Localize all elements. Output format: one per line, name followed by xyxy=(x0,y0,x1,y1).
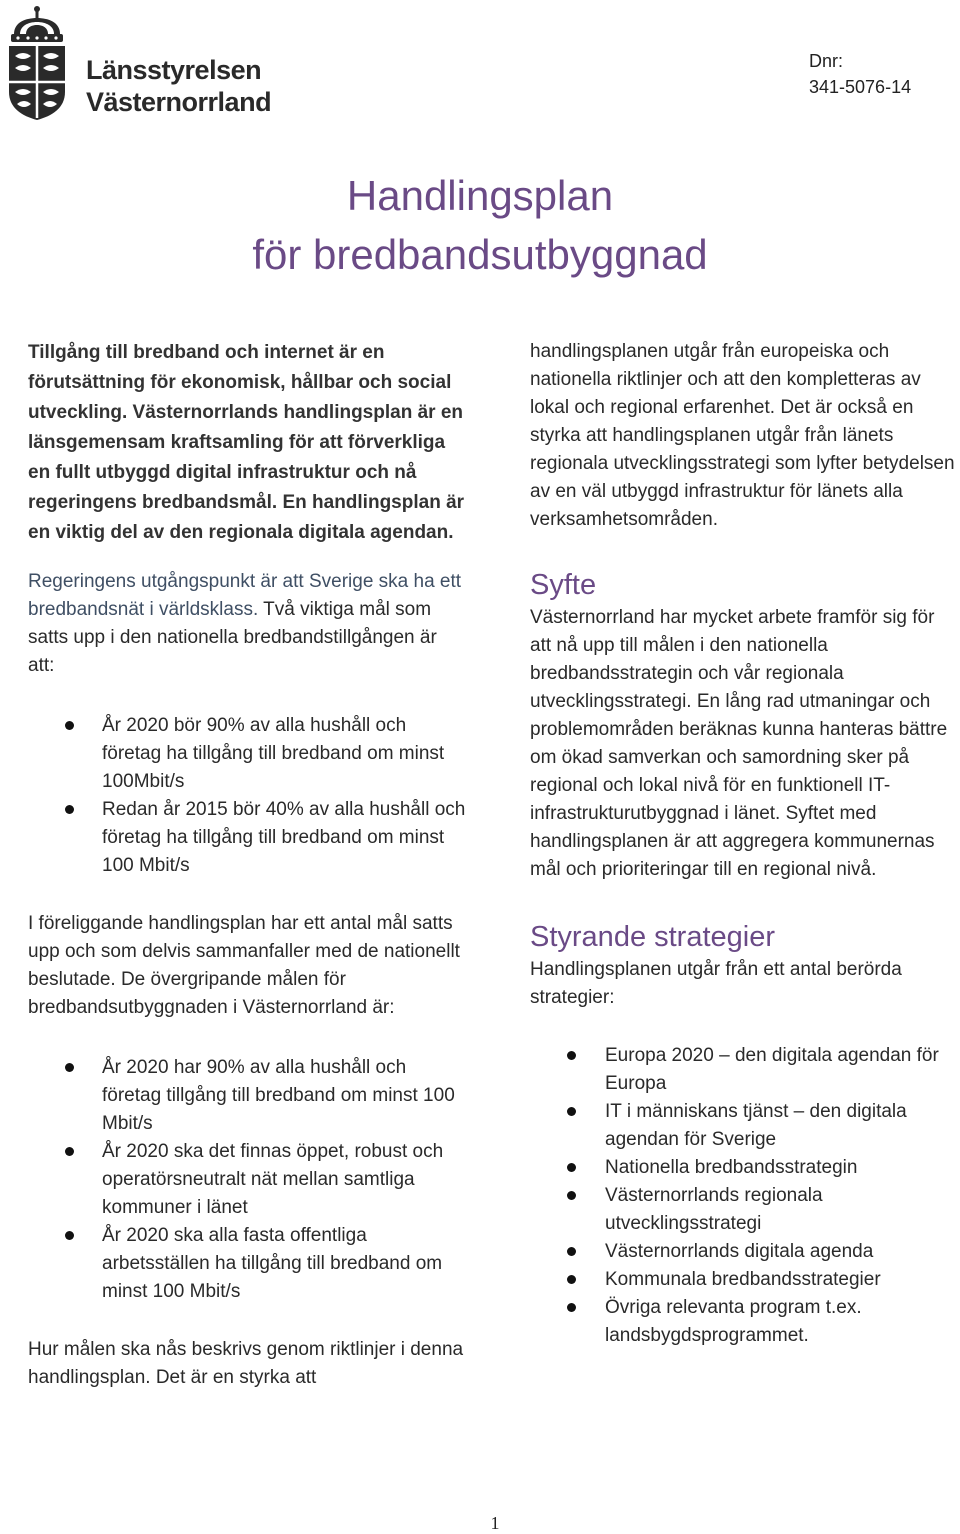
national-goals-list xyxy=(28,712,468,880)
section-heading-strategier: Styrande strategier xyxy=(530,921,776,953)
document-number xyxy=(809,48,911,100)
continuation-paragraph: handlingsplanen utgår från europeiska och nationella riktlinjer och att den kompletteras av lokal och regional erfarenhet. Det är också en styrka att handlingsplanen utgår från länets regionala utvecklingsstrategi som lyfter betydelsen av en väl utbyggd infrastruktur för länets alla verksamhetsområden. xyxy=(530,341,955,530)
lansstyrelsen-logo xyxy=(6,4,272,122)
list-item xyxy=(530,1098,960,1154)
bullet-icon xyxy=(65,1231,74,1240)
list-item-text: År 2020 ska alla fasta offentliga arbetsställen ha tillgång till bredband om minst 100 Mbit/s xyxy=(102,1225,443,1302)
list-item xyxy=(28,1222,468,1306)
org-name-line1: Länsstyrelsen xyxy=(86,55,262,85)
goals-intro-rest: Två viktiga mål som satts upp i den nationella bredbandstillgången är att: xyxy=(28,599,437,676)
bullet-icon xyxy=(567,1247,576,1256)
list-item xyxy=(530,1238,960,1266)
regional-goals-list xyxy=(28,1054,468,1306)
right-column xyxy=(530,338,960,1350)
page-number: 1 xyxy=(490,1513,500,1533)
list-item-text: Övriga relevanta program t.ex. landsbygdsprogrammet. xyxy=(605,1297,862,1346)
list-item-text: Europa 2020 – den digitala agendan för Europa xyxy=(605,1045,939,1094)
strategier-intro: Handlingsplanen utgår från ett antal berörda strategier: xyxy=(530,959,902,1008)
list-item xyxy=(530,1182,960,1238)
list-item xyxy=(28,712,468,796)
regional-goals-intro: I föreliggande handlingsplan har ett antal mål satts upp och som delvis sammanfaller med de nationellt beslutade. De övergripande målen för bredbandsutbyggnaden i Västernorrland är: xyxy=(28,913,460,1018)
bullet-icon xyxy=(567,1275,576,1284)
bullet-icon xyxy=(567,1191,576,1200)
list-item xyxy=(530,1266,960,1294)
section-heading-syfte: Syfte xyxy=(530,569,597,601)
crown-crest-icon xyxy=(6,4,68,122)
list-item-text: IT i människans tjänst – den digitala agendan för Sverige xyxy=(605,1101,907,1150)
bullet-icon xyxy=(65,1063,74,1072)
list-item xyxy=(28,1138,468,1222)
title-line1: Handlingsplan xyxy=(346,172,614,219)
title-line2: för bredbandsutbyggnad xyxy=(252,231,708,278)
list-item-text: Västernorrlands regionala utvecklingsstrategi xyxy=(605,1185,823,1234)
bullet-icon xyxy=(65,1147,74,1156)
strategies-list xyxy=(530,1042,960,1350)
dnr-value: 341-5076-14 xyxy=(809,77,912,97)
bullet-icon xyxy=(65,721,74,730)
bullet-icon xyxy=(567,1051,576,1060)
list-item xyxy=(530,1042,960,1098)
list-item xyxy=(28,1054,468,1138)
page-title xyxy=(0,166,960,284)
dnr-label: Dnr: xyxy=(809,51,844,71)
list-item-text: Västernorrlands digitala agenda xyxy=(605,1241,874,1262)
syfte-paragraph: Västernorrland har mycket arbete framför sig för att nå upp till målen i den nationella bredbandsstrategin och vår regionala utvecklingsstrategi. En lång rad utmaningar och problemområden beräknas kunna hanteras bättre om ökad samverkan och samordning sker på regional och lokal nivå för en funktionell IT-infrastrukturutbyggnad i länet. Syftet med handlingsplanen är att aggregera kommunernas mål och prioriteringar till en regional nivå. xyxy=(530,607,948,880)
list-item xyxy=(530,1294,960,1350)
bullet-icon xyxy=(567,1107,576,1116)
closing-paragraph: Hur målen ska nås beskrivs genom riktlinjer i denna handlingsplan. Det är en styrka att xyxy=(28,1339,464,1388)
list-item-text: År 2020 bör 90% av alla hushåll och företag ha tillgång till bredband om minst 100Mbit/s xyxy=(102,715,445,792)
government-goal-text: Regeringens utgångspunkt är att Sverige ska ha ett bredbandsnät i världsklass. xyxy=(28,571,462,620)
left-column xyxy=(28,338,468,1392)
list-item-text: År 2020 har 90% av alla hushåll och företag tillgång till bredband om minst 100 Mbit/s xyxy=(102,1057,455,1134)
list-item xyxy=(530,1154,960,1182)
bullet-icon xyxy=(567,1303,576,1312)
bullet-icon xyxy=(567,1163,576,1172)
bullet-icon xyxy=(65,805,74,814)
org-name-line2: Västernorrland xyxy=(86,87,272,117)
list-item-text: Nationella bredbandsstrategin xyxy=(605,1157,858,1178)
goals-intro-paragraph xyxy=(28,568,468,680)
list-item-text: År 2020 ska det finnas öppet, robust och operatörsneutralt nät mellan samtliga kommuner i länet xyxy=(102,1141,444,1218)
list-item xyxy=(28,796,468,880)
intro-paragraph: Tillgång till bredband och internet är en förutsättning för ekonomisk, hållbar och social utveckling. Västernorrlands handlingsplan är en länsgemensam kraftsamling för att förverkliga en fullt utbyggd digital infrastruktur och nå regeringens bredbandsmål. En handlingsplan är en viktig del av den regionala digitala agendan. xyxy=(28,342,465,543)
list-item-text: Kommunala bredbandsstrategier xyxy=(605,1269,881,1290)
org-name xyxy=(86,54,271,118)
list-item-text: Redan år 2015 bör 40% av alla hushåll och företag ha tillgång till bredband om minst 100 Mbit/s xyxy=(102,799,466,876)
